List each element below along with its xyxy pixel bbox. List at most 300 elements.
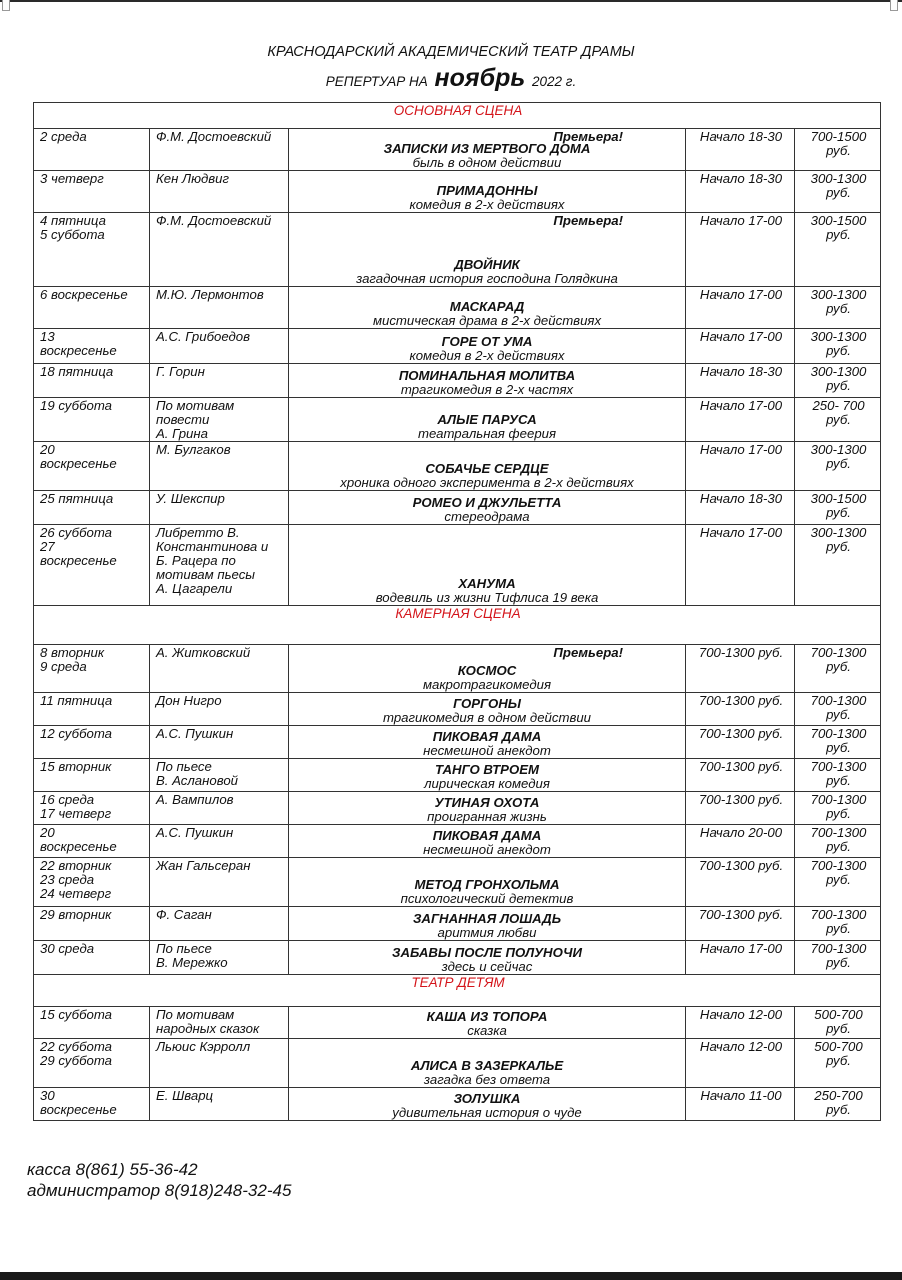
price-line: 700-1300 bbox=[810, 792, 867, 807]
date-cell bbox=[34, 759, 150, 792]
date-line: 11 пятница bbox=[40, 693, 113, 708]
play-info bbox=[289, 946, 685, 974]
author-cell bbox=[150, 858, 289, 907]
play-cell bbox=[289, 129, 686, 171]
play-genre: психологический детектив bbox=[400, 891, 574, 906]
date-line: воскресенье bbox=[40, 1102, 117, 1117]
date-cell bbox=[34, 726, 150, 759]
date-line: 29 суббота bbox=[40, 1053, 113, 1068]
start-time-cell: 700-1300 руб. bbox=[686, 726, 795, 759]
performance-row bbox=[34, 1039, 881, 1088]
date-line: 20 bbox=[40, 442, 55, 457]
author-line: А.С. Пушкин bbox=[156, 825, 234, 840]
date-cell bbox=[34, 287, 150, 329]
section-header-row bbox=[34, 975, 881, 1007]
play-title: ЗАГНАННАЯ ЛОШАДЬ bbox=[412, 911, 562, 926]
date-line: 27 bbox=[40, 539, 55, 554]
section-title: ТЕАТР ДЕТЯМ bbox=[34, 975, 881, 1007]
play-cell bbox=[289, 858, 686, 907]
start-time-cell: Начало 18-30 bbox=[686, 171, 795, 213]
play-cell bbox=[289, 287, 686, 329]
date-line: 3 четверг bbox=[40, 171, 104, 186]
play-genre: мистическая драма в 2-х действиях bbox=[372, 313, 602, 328]
author-cell bbox=[150, 693, 289, 726]
play-info bbox=[289, 664, 685, 692]
start-time-cell: 700-1300 руб. bbox=[686, 907, 795, 941]
date-line: воскресенье bbox=[40, 553, 117, 568]
play-info bbox=[289, 258, 685, 286]
date-line: 5 суббота bbox=[40, 227, 105, 242]
price-cell bbox=[795, 171, 881, 213]
author-cell bbox=[150, 1088, 289, 1121]
premiere-badge: Премьера! bbox=[553, 213, 623, 228]
price-line: руб. bbox=[826, 1102, 851, 1117]
play-cell bbox=[289, 525, 686, 606]
price-line: 300-1300 bbox=[810, 171, 867, 186]
date-line: 26 суббота bbox=[40, 525, 113, 540]
play-title: ЗАПИСКИ ИЗ МЕРТВОГО ДОМА bbox=[383, 141, 591, 156]
price-line: руб. bbox=[826, 1021, 851, 1036]
date-line: 30 среда bbox=[40, 941, 95, 956]
top-border-line bbox=[0, 0, 902, 2]
date-cell bbox=[34, 442, 150, 491]
price-cell bbox=[795, 858, 881, 907]
author-line: По пьесе bbox=[156, 941, 212, 956]
author-line: По пьесе bbox=[156, 759, 212, 774]
performance-row bbox=[34, 825, 881, 858]
date-line: 22 вторник bbox=[40, 858, 112, 873]
play-info bbox=[289, 413, 685, 441]
date-cell bbox=[34, 1088, 150, 1121]
play-cell bbox=[289, 442, 686, 491]
start-time-cell: Начало 17-00 bbox=[686, 525, 795, 606]
play-cell bbox=[289, 1039, 686, 1088]
price-line: руб. bbox=[826, 505, 851, 520]
author-cell bbox=[150, 759, 289, 792]
date-cell bbox=[34, 792, 150, 825]
play-cell bbox=[289, 645, 686, 693]
performance-row bbox=[34, 1007, 881, 1039]
play-cell bbox=[289, 726, 686, 759]
corner-mark-right bbox=[890, 0, 898, 11]
date-cell bbox=[34, 1039, 150, 1088]
price-line: руб. bbox=[826, 412, 851, 427]
price-line: 300-1500 bbox=[810, 213, 867, 228]
play-genre: водевиль из жизни Тифлиса 19 века bbox=[375, 590, 599, 605]
date-cell bbox=[34, 941, 150, 975]
price-line: 700-1300 bbox=[810, 693, 867, 708]
date-line: 6 воскресенье bbox=[40, 287, 128, 302]
start-time-cell: Начало 17-00 bbox=[686, 287, 795, 329]
author-cell bbox=[150, 941, 289, 975]
play-title: КАША ИЗ ТОПОРА bbox=[426, 1009, 548, 1024]
author-cell bbox=[150, 213, 289, 287]
play-title: АЛИСА В ЗАЗЕРКАЛЬЕ bbox=[410, 1058, 564, 1073]
author-line: М. Булгаков bbox=[156, 442, 231, 457]
play-info bbox=[289, 577, 685, 605]
price-line: 700-1300 bbox=[810, 726, 867, 741]
author-line: А.С. Пушкин bbox=[156, 726, 234, 741]
date-cell bbox=[34, 491, 150, 525]
play-info bbox=[289, 697, 685, 725]
section-title: ОСНОВНАЯ СЦЕНА bbox=[34, 103, 881, 129]
date-cell bbox=[34, 858, 150, 907]
price-cell bbox=[795, 287, 881, 329]
author-line: А.С. Грибоедов bbox=[156, 329, 251, 344]
play-cell bbox=[289, 907, 686, 941]
play-genre: аритмия любви bbox=[437, 925, 537, 940]
play-genre: загадка без ответа bbox=[423, 1072, 551, 1087]
author-line: В. Аслановой bbox=[156, 773, 238, 788]
author-cell bbox=[150, 491, 289, 525]
play-info bbox=[289, 184, 685, 212]
start-time-cell: Начало 18-30 bbox=[686, 491, 795, 525]
price-line: руб. bbox=[826, 143, 851, 158]
price-line: 700-1300 bbox=[810, 759, 867, 774]
author-cell bbox=[150, 907, 289, 941]
price-line: 300-1300 bbox=[810, 329, 867, 344]
play-title: ХАНУМА bbox=[458, 576, 516, 591]
price-line: руб. bbox=[826, 539, 851, 554]
price-line: руб. bbox=[826, 740, 851, 755]
repertoire-table bbox=[33, 102, 881, 1121]
author-cell bbox=[150, 442, 289, 491]
author-line: У. Шекспир bbox=[156, 491, 225, 506]
price-line: руб. bbox=[826, 707, 851, 722]
start-time-cell: Начало 17-00 bbox=[686, 329, 795, 364]
price-cell bbox=[795, 1039, 881, 1088]
performance-row bbox=[34, 491, 881, 525]
author-cell bbox=[150, 329, 289, 364]
start-time-cell: 700-1300 руб. bbox=[686, 858, 795, 907]
price-cell bbox=[795, 398, 881, 442]
price-line: 250- 700 bbox=[812, 398, 865, 413]
date-cell bbox=[34, 171, 150, 213]
author-cell bbox=[150, 525, 289, 606]
bottom-edge bbox=[0, 1272, 902, 1280]
performance-row bbox=[34, 398, 881, 442]
date-line: 12 суббота bbox=[40, 726, 113, 741]
performance-row bbox=[34, 858, 881, 907]
play-genre: быль в одном действии bbox=[412, 155, 562, 170]
performance-row bbox=[34, 129, 881, 171]
date-line: 13 bbox=[40, 329, 55, 344]
author-line: Ф.М. Достоевский bbox=[156, 129, 272, 144]
play-genre: загадочная история господина Голядкина bbox=[356, 271, 618, 286]
play-title: ЗАБАВЫ ПОСЛЕ ПОЛУНОЧИ bbox=[391, 945, 582, 960]
start-time-cell: Начало 11-00 bbox=[686, 1088, 795, 1121]
date-line: 16 среда bbox=[40, 792, 95, 807]
start-time-cell: 700-1300 руб. bbox=[686, 645, 795, 693]
repertoire-heading bbox=[0, 64, 902, 93]
price-line: 700-1300 bbox=[810, 907, 867, 922]
price-line: 300-1300 bbox=[810, 525, 867, 540]
play-info bbox=[289, 369, 685, 397]
play-genre: сказка bbox=[467, 1023, 507, 1038]
price-line: руб. bbox=[826, 456, 851, 471]
price-line: 700-1500 bbox=[810, 129, 867, 144]
price-line: 300-1300 bbox=[810, 442, 867, 457]
play-title: ГОРЕ ОТ УМА bbox=[441, 334, 533, 349]
price-line: 700-1300 bbox=[810, 858, 867, 873]
price-cell bbox=[795, 792, 881, 825]
performance-row bbox=[34, 287, 881, 329]
price-cell bbox=[795, 825, 881, 858]
play-cell bbox=[289, 491, 686, 525]
play-title: ГОРГОНЫ bbox=[453, 696, 521, 711]
price-cell bbox=[795, 525, 881, 606]
play-cell bbox=[289, 693, 686, 726]
performance-row bbox=[34, 792, 881, 825]
author-line: народных сказок bbox=[156, 1021, 260, 1036]
play-info bbox=[289, 335, 685, 363]
price-line: руб. bbox=[826, 185, 851, 200]
performance-row bbox=[34, 941, 881, 975]
author-line: В. Мережко bbox=[156, 955, 228, 970]
play-title: ПРИМАДОННЫ bbox=[436, 183, 538, 198]
price-line: руб. bbox=[826, 659, 851, 674]
start-time-cell: 700-1300 руб. bbox=[686, 759, 795, 792]
top-edge bbox=[0, 0, 902, 12]
section-header-row bbox=[34, 606, 881, 645]
price-cell bbox=[795, 907, 881, 941]
performance-row bbox=[34, 171, 881, 213]
price-line: руб. bbox=[826, 806, 851, 821]
date-line: 22 суббота bbox=[40, 1039, 113, 1054]
play-cell bbox=[289, 759, 686, 792]
price-line: руб. bbox=[826, 378, 851, 393]
play-genre: макротрагикомедия bbox=[422, 677, 552, 692]
play-cell bbox=[289, 171, 686, 213]
play-genre: проигранная жизнь bbox=[427, 809, 547, 824]
price-cell bbox=[795, 1088, 881, 1121]
price-cell bbox=[795, 364, 881, 398]
play-info bbox=[289, 878, 685, 906]
play-cell bbox=[289, 364, 686, 398]
start-time-cell: Начало 17-00 bbox=[686, 213, 795, 287]
play-title: КОСМОС bbox=[457, 663, 517, 678]
play-cell bbox=[289, 825, 686, 858]
date-line: 18 пятница bbox=[40, 364, 114, 379]
author-line: Константинова и bbox=[156, 539, 269, 554]
author-line: М.Ю. Лермонтов bbox=[156, 287, 264, 302]
play-cell bbox=[289, 213, 686, 287]
date-line: 24 четверг bbox=[40, 886, 112, 901]
play-cell bbox=[289, 792, 686, 825]
start-time-cell: Начало 17-00 bbox=[686, 442, 795, 491]
date-line: 4 пятница bbox=[40, 213, 106, 228]
price-line: руб. bbox=[826, 773, 851, 788]
author-line: Либретто В. bbox=[156, 525, 240, 540]
play-genre: трагикомедия в 2-х частях bbox=[400, 382, 574, 397]
author-line: Е. Шварц bbox=[156, 1088, 214, 1103]
author-cell bbox=[150, 1039, 289, 1088]
play-title: ТАНГО ВТРОЕМ bbox=[434, 762, 540, 777]
play-info bbox=[289, 142, 685, 170]
author-line: Ф.М. Достоевский bbox=[156, 213, 272, 228]
price-line: руб. bbox=[826, 955, 851, 970]
author-line: Ф. Саган bbox=[156, 907, 212, 922]
price-cell bbox=[795, 442, 881, 491]
performance-row bbox=[34, 907, 881, 941]
play-title: АЛЫЕ ПАРУСА bbox=[437, 412, 537, 427]
section-header-row bbox=[34, 103, 881, 129]
author-line: По мотивам bbox=[156, 1007, 235, 1022]
date-cell bbox=[34, 1007, 150, 1039]
play-genre: комедия в 2-х действиях bbox=[409, 348, 565, 363]
price-line: 700-1300 bbox=[810, 825, 867, 840]
year: 2022 г. bbox=[532, 74, 577, 89]
play-genre: хроника одного эксперимента в 2-х действиях bbox=[340, 475, 634, 490]
price-cell bbox=[795, 491, 881, 525]
play-cell bbox=[289, 941, 686, 975]
start-time-cell: Начало 17-00 bbox=[686, 398, 795, 442]
author-cell bbox=[150, 645, 289, 693]
play-info bbox=[289, 829, 685, 857]
play-cell bbox=[289, 398, 686, 442]
author-cell bbox=[150, 171, 289, 213]
performance-row bbox=[34, 525, 881, 606]
play-genre: комедия в 2-х действиях bbox=[409, 197, 565, 212]
start-time-cell: Начало 20-00 bbox=[686, 825, 795, 858]
play-info bbox=[289, 300, 685, 328]
price-line: 500-700 bbox=[814, 1039, 863, 1054]
repertoire-prefix: РЕПЕРТУАР НА bbox=[325, 74, 428, 89]
play-cell bbox=[289, 1007, 686, 1039]
play-info bbox=[289, 763, 685, 791]
premiere-badge: Премьера! bbox=[553, 645, 623, 660]
date-cell bbox=[34, 213, 150, 287]
author-line: Жан Гальсеран bbox=[156, 858, 251, 873]
play-genre: здесь и сейчас bbox=[441, 959, 533, 974]
play-info bbox=[289, 496, 685, 524]
date-line: 2 среда bbox=[40, 129, 87, 144]
date-line: 9 среда bbox=[40, 659, 87, 674]
performance-row bbox=[34, 759, 881, 792]
start-time-cell: 700-1300 руб. bbox=[686, 792, 795, 825]
date-cell bbox=[34, 525, 150, 606]
date-cell bbox=[34, 329, 150, 364]
price-cell bbox=[795, 1007, 881, 1039]
start-time-cell: Начало 12-00 bbox=[686, 1039, 795, 1088]
author-cell bbox=[150, 398, 289, 442]
date-line: 30 bbox=[40, 1088, 55, 1103]
play-genre: трагикомедия в одном действии bbox=[382, 710, 592, 725]
date-cell bbox=[34, 645, 150, 693]
performance-row bbox=[34, 442, 881, 491]
play-title: ЗОЛУШКА bbox=[453, 1091, 521, 1106]
play-genre: лирическая комедия bbox=[424, 776, 550, 791]
play-info bbox=[289, 912, 685, 940]
price-line: 300-1300 bbox=[810, 364, 867, 379]
play-title: ПОМИНАЛЬНАЯ МОЛИТВА bbox=[398, 368, 576, 383]
play-info bbox=[289, 462, 685, 490]
play-info bbox=[289, 1059, 685, 1087]
performance-row bbox=[34, 645, 881, 693]
play-genre: несмешной анекдот bbox=[423, 743, 551, 758]
author-cell bbox=[150, 825, 289, 858]
price-cell bbox=[795, 129, 881, 171]
price-cell bbox=[795, 329, 881, 364]
date-cell bbox=[34, 398, 150, 442]
date-line: 19 суббота bbox=[40, 398, 113, 413]
performance-row bbox=[34, 364, 881, 398]
play-info bbox=[289, 1092, 685, 1120]
date-line: 8 вторник bbox=[40, 645, 105, 660]
play-title: ПИКОВАЯ ДАМА bbox=[432, 828, 542, 843]
author-line: мотивам пьесы bbox=[156, 567, 256, 582]
author-line: Г. Горин bbox=[156, 364, 205, 379]
start-time-cell: Начало 18-30 bbox=[686, 129, 795, 171]
price-cell bbox=[795, 213, 881, 287]
price-line: 500-700 bbox=[814, 1007, 863, 1022]
performance-row bbox=[34, 329, 881, 364]
play-genre: несмешной анекдот bbox=[423, 842, 551, 857]
date-cell bbox=[34, 129, 150, 171]
price-line: руб. bbox=[826, 301, 851, 316]
play-info bbox=[289, 730, 685, 758]
price-cell bbox=[795, 759, 881, 792]
date-cell bbox=[34, 693, 150, 726]
performance-row bbox=[34, 726, 881, 759]
author-cell bbox=[150, 129, 289, 171]
author-line: А. Грина bbox=[156, 426, 208, 441]
play-genre: стереодрама bbox=[444, 509, 530, 524]
price-line: руб. bbox=[826, 839, 851, 854]
date-cell bbox=[34, 364, 150, 398]
author-line: А. Цагарели bbox=[156, 581, 233, 596]
date-line: 23 среда bbox=[40, 872, 95, 887]
start-time-cell: 700-1300 руб. bbox=[686, 693, 795, 726]
author-cell bbox=[150, 726, 289, 759]
play-title: СОБАЧЬЕ СЕРДЦЕ bbox=[425, 461, 549, 476]
start-time-cell: Начало 17-00 bbox=[686, 941, 795, 975]
date-cell bbox=[34, 907, 150, 941]
play-cell bbox=[289, 1088, 686, 1121]
play-title: ПИКОВАЯ ДАМА bbox=[432, 729, 542, 744]
price-cell bbox=[795, 693, 881, 726]
price-cell bbox=[795, 941, 881, 975]
price-line: 300-1300 bbox=[810, 287, 867, 302]
date-line: воскресенье bbox=[40, 839, 117, 854]
price-cell bbox=[795, 726, 881, 759]
author-cell bbox=[150, 792, 289, 825]
premiere-badge: Премьера! bbox=[553, 129, 623, 144]
price-cell bbox=[795, 645, 881, 693]
price-line: 700-1300 bbox=[810, 941, 867, 956]
play-title: МЕТОД ГРОНХОЛЬМА bbox=[414, 877, 560, 892]
date-line: воскресенье bbox=[40, 456, 117, 471]
author-line: По мотивам bbox=[156, 398, 235, 413]
date-line: 17 четверг bbox=[40, 806, 112, 821]
play-info bbox=[289, 796, 685, 824]
play-info bbox=[289, 1010, 685, 1038]
price-line: 300-1500 bbox=[810, 491, 867, 506]
start-time-cell: Начало 12-00 bbox=[686, 1007, 795, 1039]
date-line: 15 суббота bbox=[40, 1007, 113, 1022]
month-name: ноябрь bbox=[434, 64, 526, 92]
performance-row bbox=[34, 1088, 881, 1121]
date-line: 25 пятница bbox=[40, 491, 114, 506]
play-genre: театральная феерия bbox=[417, 426, 557, 441]
author-line: повести bbox=[156, 412, 210, 427]
corner-mark-left bbox=[2, 0, 10, 11]
performance-row bbox=[34, 693, 881, 726]
price-line: руб. bbox=[826, 1053, 851, 1068]
play-title: ДВОЙНИК bbox=[454, 257, 520, 272]
author-cell bbox=[150, 364, 289, 398]
date-line: 15 вторник bbox=[40, 759, 112, 774]
